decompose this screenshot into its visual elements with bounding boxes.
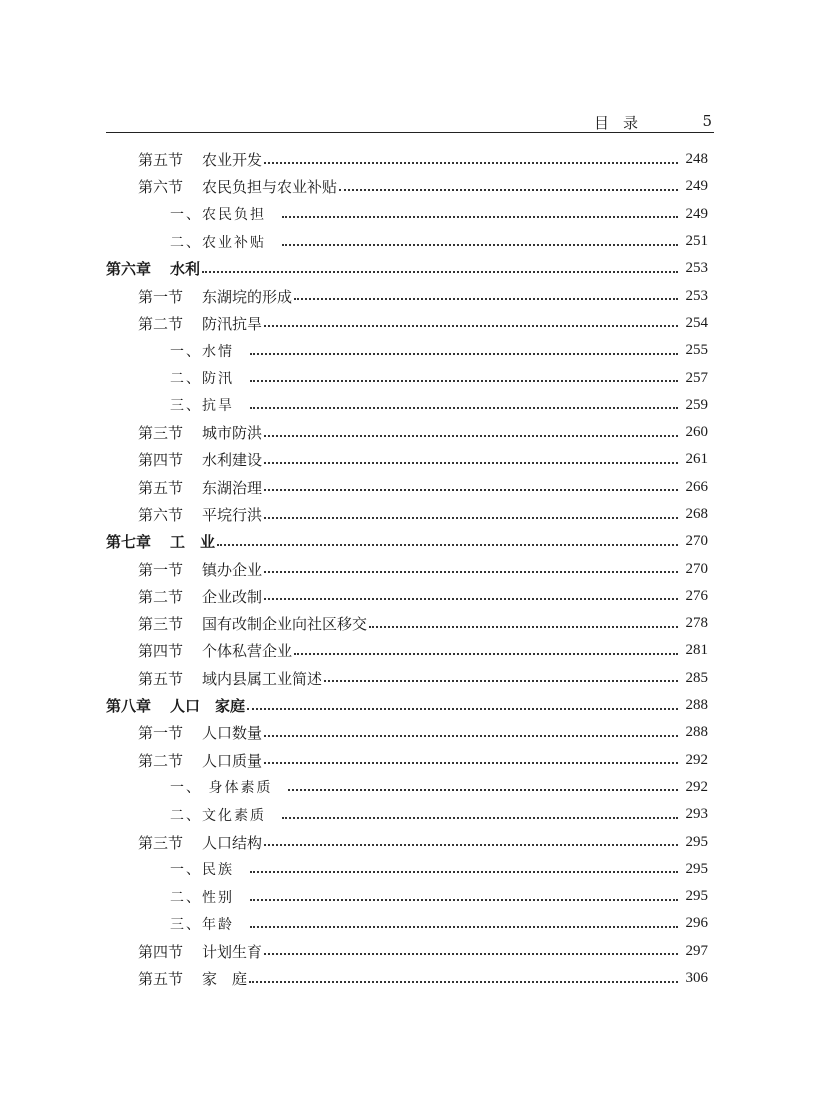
toc-entry-number: 第五节 <box>138 151 184 170</box>
dot-leader <box>247 708 678 710</box>
toc-entry-number: 第四节 <box>138 451 184 470</box>
toc-entry-number: 第五节 <box>138 669 184 688</box>
toc-entry-page: 270 <box>685 560 708 577</box>
toc-entry-page: 270 <box>685 533 708 550</box>
toc-entry-title: 域内县属工业简述 <box>202 669 323 688</box>
toc-item-row[interactable] <box>106 201 708 228</box>
toc-entry-number: 第三节 <box>138 424 184 443</box>
toc-entry-page: 297 <box>685 942 708 959</box>
toc-entry-page: 248 <box>685 151 708 168</box>
toc-entry-title: 一、水情 <box>170 343 234 360</box>
toc-entry-title: 一、民族 <box>170 862 234 879</box>
dot-leader <box>202 271 678 273</box>
toc-entry-page: 249 <box>685 178 708 195</box>
dot-leader <box>264 953 678 955</box>
dot-leader <box>288 789 678 791</box>
toc-entry-page: 260 <box>685 424 708 441</box>
dot-leader <box>250 871 678 873</box>
dot-leader <box>282 817 678 819</box>
toc-entry-title: 镇办企业 <box>202 560 263 579</box>
toc-entry-page: 295 <box>685 860 708 877</box>
toc-entry-number: 第六章 <box>106 260 152 279</box>
toc-section-row[interactable] <box>106 965 708 992</box>
toc-entry-title: 三、抗旱 <box>170 398 234 415</box>
dot-leader <box>294 298 678 300</box>
toc-section-row[interactable] <box>106 665 708 692</box>
toc-entry-title: 二、农业补贴 <box>170 234 266 251</box>
table-of-contents <box>106 146 708 992</box>
toc-section-row[interactable] <box>106 747 708 774</box>
toc-entry-title: 水利建设 <box>202 451 263 470</box>
toc-entry-title: 防汛抗旱 <box>202 314 263 333</box>
dot-leader <box>264 762 678 764</box>
running-title: 目录 <box>593 114 652 132</box>
toc-section-row[interactable] <box>106 446 708 473</box>
toc-entry-page: 249 <box>685 205 708 222</box>
toc-entry-number: 第一节 <box>138 287 184 306</box>
toc-entry-title: 三、年龄 <box>170 916 234 933</box>
dot-leader <box>264 435 678 437</box>
toc-entry-page: 293 <box>685 806 708 823</box>
toc-entry-page: 253 <box>685 287 708 304</box>
toc-item-row[interactable] <box>106 774 708 801</box>
toc-entry-title: 企业改制 <box>202 587 263 606</box>
dot-leader <box>264 162 678 164</box>
toc-section-row[interactable] <box>106 828 708 855</box>
toc-chapter-row[interactable] <box>106 255 708 282</box>
toc-entry-page: 295 <box>685 833 708 850</box>
toc-entry-page: 276 <box>685 587 708 604</box>
toc-section-row[interactable] <box>106 501 708 528</box>
toc-entry-page: 285 <box>685 669 708 686</box>
dot-leader <box>250 353 678 355</box>
dot-leader <box>264 517 678 519</box>
toc-entry-page: 251 <box>685 233 708 250</box>
toc-entry-page: 255 <box>685 342 708 359</box>
toc-entry-title: 二、防汛 <box>170 371 234 388</box>
toc-entry-number: 第六节 <box>138 506 184 524</box>
dot-leader <box>249 981 678 983</box>
toc-entry-page: 292 <box>685 751 708 768</box>
toc-section-row[interactable] <box>106 474 708 501</box>
toc-entry-number: 第六节 <box>138 178 184 197</box>
toc-section-row[interactable] <box>106 310 708 337</box>
page-header <box>106 112 714 133</box>
toc-item-row[interactable] <box>106 910 708 937</box>
toc-item-row[interactable] <box>106 337 708 364</box>
toc-entry-title: 人口 家庭 <box>170 697 246 716</box>
dot-leader <box>250 380 678 382</box>
dot-leader <box>282 216 678 218</box>
toc-entry-title: 人口结构 <box>202 833 263 852</box>
toc-item-row[interactable] <box>106 883 708 910</box>
dot-leader <box>250 407 678 409</box>
toc-entry-title: 工 业 <box>170 533 216 552</box>
toc-entry-title: 国有改制企业向社区移交 <box>202 615 368 634</box>
toc-entry-number: 第五节 <box>138 478 184 497</box>
dot-leader <box>324 680 678 682</box>
toc-item-row[interactable] <box>106 801 708 828</box>
toc-entry-number: 第一节 <box>138 560 184 579</box>
toc-entry-page: 253 <box>685 260 708 277</box>
dot-leader <box>264 462 678 464</box>
toc-entry-title: 农业开发 <box>202 151 263 170</box>
toc-entry-page: 259 <box>685 396 708 413</box>
toc-entry-title: 平垸行洪 <box>202 506 263 524</box>
toc-section-row[interactable] <box>106 419 708 446</box>
toc-section-row[interactable] <box>106 637 708 664</box>
toc-entry-page: 278 <box>685 615 708 632</box>
toc-section-row[interactable] <box>106 583 708 610</box>
toc-entry-title: 人口质量 <box>202 751 263 770</box>
toc-entry-page: 292 <box>685 778 708 795</box>
toc-item-row[interactable] <box>106 856 708 883</box>
toc-entry-number: 第七章 <box>106 533 152 552</box>
toc-entry-page: 266 <box>685 478 708 495</box>
toc-item-row[interactable] <box>106 364 708 391</box>
dot-leader <box>264 735 678 737</box>
toc-entry-page: 306 <box>685 970 708 987</box>
toc-section-row[interactable] <box>106 938 708 965</box>
dot-leader <box>264 489 678 491</box>
toc-entry-number: 第二节 <box>138 751 184 770</box>
toc-entry-number: 第五节 <box>138 970 184 989</box>
toc-entry-page: 296 <box>685 915 708 932</box>
toc-entry-title: 家 庭 <box>202 970 248 989</box>
toc-section-row[interactable] <box>106 555 708 582</box>
toc-entry-page: 268 <box>685 506 708 522</box>
toc-entry-page: 257 <box>685 369 708 386</box>
page-number: 5 <box>702 112 712 130</box>
toc-entry-number: 第四节 <box>138 942 184 961</box>
dot-leader <box>250 899 678 901</box>
toc-section-row[interactable] <box>106 610 708 637</box>
toc-entry-title: 农民负担与农业补贴 <box>202 178 338 197</box>
toc-entry-title: 二、文化素质 <box>170 807 266 824</box>
dot-leader <box>294 653 678 655</box>
toc-entry-title: 计划生育 <box>202 942 263 961</box>
toc-entry-page: 254 <box>685 314 708 331</box>
toc-entry-number: 第四节 <box>138 642 184 661</box>
toc-entry-number: 第二节 <box>138 314 184 333</box>
toc-entry-number: 第一节 <box>138 724 184 743</box>
dot-leader <box>264 325 678 327</box>
dot-leader <box>264 844 678 846</box>
toc-entry-number: 第三节 <box>138 615 184 634</box>
toc-entry-title: 一、 身体素质 <box>170 780 273 797</box>
toc-entry-number: 第二节 <box>138 587 184 606</box>
toc-chapter-row[interactable] <box>106 528 708 555</box>
toc-section-row[interactable] <box>106 282 708 309</box>
toc-section-row[interactable] <box>106 173 708 200</box>
toc-entry-page: 288 <box>685 724 708 741</box>
toc-section-row[interactable] <box>106 146 708 173</box>
toc-entry-title: 水利 <box>170 260 201 279</box>
dot-leader <box>264 571 678 573</box>
dot-leader <box>264 598 678 600</box>
toc-entry-number: 第八章 <box>106 697 152 716</box>
toc-entry-title: 人口数量 <box>202 724 263 743</box>
toc-item-row[interactable] <box>106 392 708 419</box>
toc-entry-title: 一、农民负担 <box>170 207 266 224</box>
dot-leader <box>339 189 678 191</box>
toc-chapter-row[interactable] <box>106 692 708 719</box>
dot-leader <box>250 926 678 928</box>
dot-leader <box>282 244 678 246</box>
toc-item-row[interactable] <box>106 228 708 255</box>
toc-entry-page: 295 <box>685 888 708 905</box>
toc-entry-title: 二、性别 <box>170 889 234 906</box>
dot-leader <box>217 544 678 546</box>
toc-entry-title: 东湖垸的形成 <box>202 287 293 306</box>
toc-entry-page: 261 <box>685 451 708 468</box>
toc-entry-title: 个体私营企业 <box>202 642 293 661</box>
toc-entry-page: 288 <box>685 697 708 714</box>
toc-entry-title: 城市防洪 <box>202 424 263 443</box>
toc-section-row[interactable] <box>106 719 708 746</box>
toc-entry-number: 第三节 <box>138 833 184 852</box>
toc-entry-title: 东湖治理 <box>202 478 263 497</box>
toc-entry-page: 281 <box>685 642 708 659</box>
dot-leader <box>369 626 678 628</box>
